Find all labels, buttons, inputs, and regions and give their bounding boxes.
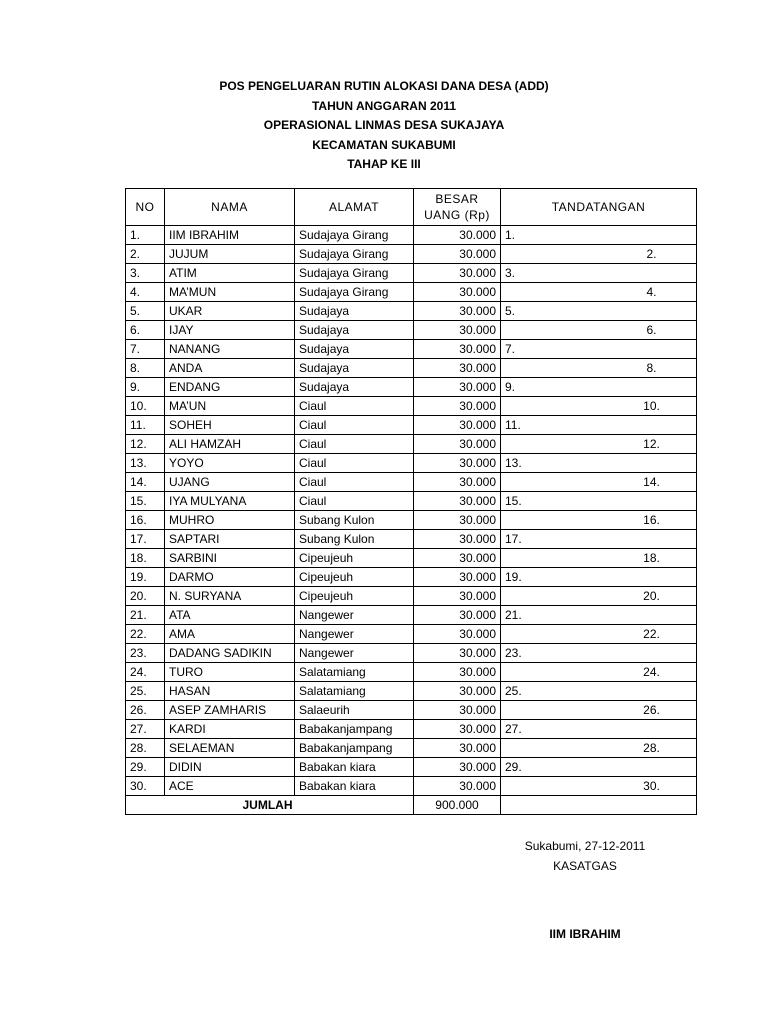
- row-no: 24.: [126, 663, 165, 682]
- header-stage: TAHAP KE III: [347, 157, 421, 171]
- document-header: [0, 77, 768, 175]
- row-nama: ATIM: [165, 264, 295, 283]
- row-besar-uang: 30.000: [414, 264, 501, 283]
- row-besar-uang: 30.000: [414, 758, 501, 777]
- row-nama: YOYO: [165, 454, 295, 473]
- row-alamat: Cipeujeuh: [295, 587, 414, 606]
- row-alamat: Ciaul: [295, 416, 414, 435]
- row-alamat: Sudajaya Girang: [295, 245, 414, 264]
- row-nama: JUJUM: [165, 245, 295, 264]
- row-no: 27.: [126, 720, 165, 739]
- header-budget-year: TAHUN ANGGARAN 2011: [311, 98, 457, 113]
- row-tandatangan: 9.: [501, 378, 697, 397]
- row-no: 7.: [126, 340, 165, 359]
- row-besar-uang: 30.000: [414, 416, 501, 435]
- row-alamat: Salatamiang: [295, 682, 414, 701]
- row-no: 17.: [126, 530, 165, 549]
- row-besar-uang: 30.000: [414, 511, 501, 530]
- row-nama: NANANG: [165, 340, 295, 359]
- row-no: 13.: [126, 454, 165, 473]
- col-header-no: NO: [126, 189, 165, 226]
- row-nama: IYA MULYANA: [165, 492, 295, 511]
- header-district: KECAMATAN SUKABUMI: [312, 137, 456, 152]
- row-alamat: Sudajaya Girang: [295, 283, 414, 302]
- row-tandatangan: 19.: [501, 568, 697, 587]
- row-alamat: Sudajaya Girang: [295, 264, 414, 283]
- row-tandatangan: 20.: [501, 587, 697, 606]
- row-nama: ANDA: [165, 359, 295, 378]
- row-alamat: Babakanjampang: [295, 720, 414, 739]
- row-nama: AMA: [165, 625, 295, 644]
- row-nama: DIDIN: [165, 758, 295, 777]
- table-row: [126, 416, 697, 435]
- row-tandatangan: 8.: [501, 359, 697, 378]
- row-nama: IJAY: [165, 321, 295, 340]
- row-no: 5.: [126, 302, 165, 321]
- row-nama: MUHRO: [165, 511, 295, 530]
- row-no: 2.: [126, 245, 165, 264]
- row-no: 6.: [126, 321, 165, 340]
- row-no: 14.: [126, 473, 165, 492]
- table-row: [126, 340, 697, 359]
- table-row: [126, 302, 697, 321]
- total-value: 900.000: [414, 796, 501, 815]
- row-tandatangan: 12.: [501, 435, 697, 454]
- row-alamat: Babakanjampang: [295, 739, 414, 758]
- row-besar-uang: 30.000: [414, 777, 501, 796]
- table-row: [126, 568, 697, 587]
- row-nama: ASEP ZAMHARIS: [165, 701, 295, 720]
- row-alamat: Salaeurih: [295, 701, 414, 720]
- row-besar-uang: 30.000: [414, 701, 501, 720]
- row-alamat: Sudajaya Girang: [295, 226, 414, 245]
- row-tandatangan: 23.: [501, 644, 697, 663]
- row-besar-uang: 30.000: [414, 606, 501, 625]
- row-besar-uang: 30.000: [414, 530, 501, 549]
- total-label: JUMLAH: [126, 796, 414, 815]
- row-besar-uang: 30.000: [414, 682, 501, 701]
- table-row: [126, 359, 697, 378]
- row-besar-uang: 30.000: [414, 321, 501, 340]
- signature-role: KASATGAS: [553, 859, 617, 873]
- row-nama: DARMO: [165, 568, 295, 587]
- row-nama: TURO: [165, 663, 295, 682]
- row-tandatangan: 29.: [501, 758, 697, 777]
- table-row: [126, 720, 697, 739]
- table-row: [126, 606, 697, 625]
- row-alamat: Babakan kiara: [295, 777, 414, 796]
- row-alamat: Ciaul: [295, 454, 414, 473]
- row-no: 9.: [126, 378, 165, 397]
- row-no: 28.: [126, 739, 165, 758]
- total-row: [126, 796, 697, 815]
- row-besar-uang: 30.000: [414, 473, 501, 492]
- row-no: 30.: [126, 777, 165, 796]
- row-alamat: Cipeujeuh: [295, 568, 414, 587]
- row-besar-uang: 30.000: [414, 340, 501, 359]
- col-header-besar-line1: BESAR: [435, 192, 479, 206]
- row-nama: SELAEMAN: [165, 739, 295, 758]
- col-header-besar-line2: UANG (Rp): [424, 208, 490, 222]
- row-tandatangan: 21.: [501, 606, 697, 625]
- col-header-tandatangan: TANDATANGAN: [501, 189, 697, 226]
- row-besar-uang: 30.000: [414, 663, 501, 682]
- row-tandatangan: 7.: [501, 340, 697, 359]
- row-tandatangan: 24.: [501, 663, 697, 682]
- table-row: [126, 587, 697, 606]
- row-no: 19.: [126, 568, 165, 587]
- col-header-besar-uang: [414, 189, 501, 226]
- signature-place-date: Sukabumi, 27-12-2011: [524, 839, 646, 853]
- table-row: [126, 245, 697, 264]
- row-alamat: Subang Kulon: [295, 530, 414, 549]
- table-row: [126, 625, 697, 644]
- table-row: [126, 264, 697, 283]
- row-tandatangan: 30.: [501, 777, 697, 796]
- row-alamat: Cipeujeuh: [295, 549, 414, 568]
- row-alamat: Sudajaya: [295, 378, 414, 397]
- row-nama: HASAN: [165, 682, 295, 701]
- row-no: 10.: [126, 397, 165, 416]
- row-nama: ENDANG: [165, 378, 295, 397]
- row-no: 1.: [126, 226, 165, 245]
- row-nama: ATA: [165, 606, 295, 625]
- row-tandatangan: 4.: [501, 283, 697, 302]
- header-title: POS PENGELUARAN RUTIN ALOKASI DANA DESA (ADD): [219, 79, 549, 93]
- row-alamat: Nangewer: [295, 625, 414, 644]
- table-row: [126, 321, 697, 340]
- row-tandatangan: 18.: [501, 549, 697, 568]
- row-alamat: Sudajaya: [295, 321, 414, 340]
- table-row: [126, 226, 697, 245]
- table-row: [126, 549, 697, 568]
- col-header-alamat: ALAMAT: [295, 189, 414, 226]
- row-nama: UJANG: [165, 473, 295, 492]
- row-besar-uang: 30.000: [414, 492, 501, 511]
- row-tandatangan: 16.: [501, 511, 697, 530]
- row-no: 4.: [126, 283, 165, 302]
- header-operation: OPERASIONAL LINMAS DESA SUKAJAYA: [263, 118, 505, 132]
- row-tandatangan: 3.: [501, 264, 697, 283]
- row-tandatangan: 28.: [501, 739, 697, 758]
- row-nama: KARDI: [165, 720, 295, 739]
- table-row: [126, 283, 697, 302]
- row-nama: SAPTARI: [165, 530, 295, 549]
- row-besar-uang: 30.000: [414, 454, 501, 473]
- row-alamat: Sudajaya: [295, 359, 414, 378]
- row-tandatangan: 27.: [501, 720, 697, 739]
- row-nama: ALI HAMZAH: [165, 435, 295, 454]
- row-tandatangan: 22.: [501, 625, 697, 644]
- signature-block: [510, 836, 660, 876]
- row-nama: ACE: [165, 777, 295, 796]
- row-alamat: Nangewer: [295, 644, 414, 663]
- row-besar-uang: 30.000: [414, 283, 501, 302]
- row-tandatangan: 5.: [501, 302, 697, 321]
- table-row: [126, 435, 697, 454]
- row-no: 3.: [126, 264, 165, 283]
- row-nama: DADANG SADIKIN: [165, 644, 295, 663]
- row-besar-uang: 30.000: [414, 302, 501, 321]
- table-header-row: [126, 189, 697, 226]
- row-no: 23.: [126, 644, 165, 663]
- table-row: [126, 492, 697, 511]
- table-row: [126, 701, 697, 720]
- row-alamat: Ciaul: [295, 492, 414, 511]
- row-alamat: Subang Kulon: [295, 511, 414, 530]
- row-alamat: Ciaul: [295, 435, 414, 454]
- row-tandatangan: 25.: [501, 682, 697, 701]
- signature-name: IIM IBRAHIM: [549, 927, 621, 941]
- row-alamat: Babakan kiara: [295, 758, 414, 777]
- total-signature-cell: [501, 796, 697, 815]
- row-alamat: Ciaul: [295, 473, 414, 492]
- col-header-nama: NAMA: [165, 189, 295, 226]
- row-no: 22.: [126, 625, 165, 644]
- row-tandatangan: 2.: [501, 245, 697, 264]
- row-alamat: Nangewer: [295, 606, 414, 625]
- row-no: 18.: [126, 549, 165, 568]
- table-row: [126, 397, 697, 416]
- row-tandatangan: 13.: [501, 454, 697, 473]
- table-row: [126, 663, 697, 682]
- row-no: 11.: [126, 416, 165, 435]
- table-row: [126, 644, 697, 663]
- row-no: 8.: [126, 359, 165, 378]
- row-no: 25.: [126, 682, 165, 701]
- table-row: [126, 473, 697, 492]
- row-nama: MA’UN: [165, 397, 295, 416]
- row-tandatangan: 15.: [501, 492, 697, 511]
- row-besar-uang: 30.000: [414, 397, 501, 416]
- row-besar-uang: 30.000: [414, 435, 501, 454]
- table-row: [126, 511, 697, 530]
- row-besar-uang: 30.000: [414, 568, 501, 587]
- row-no: 12.: [126, 435, 165, 454]
- table-row: [126, 378, 697, 397]
- table-row: [126, 739, 697, 758]
- row-alamat: Ciaul: [295, 397, 414, 416]
- row-alamat: Salatamiang: [295, 663, 414, 682]
- row-no: 29.: [126, 758, 165, 777]
- row-besar-uang: 30.000: [414, 587, 501, 606]
- table-row: [126, 454, 697, 473]
- row-besar-uang: 30.000: [414, 549, 501, 568]
- payment-table: [125, 188, 697, 815]
- row-tandatangan: 26.: [501, 701, 697, 720]
- row-tandatangan: 17.: [501, 530, 697, 549]
- row-besar-uang: 30.000: [414, 739, 501, 758]
- row-no: 16.: [126, 511, 165, 530]
- row-tandatangan: 14.: [501, 473, 697, 492]
- row-tandatangan: 6.: [501, 321, 697, 340]
- table-row: [126, 530, 697, 549]
- table-row: [126, 682, 697, 701]
- row-besar-uang: 30.000: [414, 245, 501, 264]
- row-no: 20.: [126, 587, 165, 606]
- row-besar-uang: 30.000: [414, 644, 501, 663]
- table-row: [126, 777, 697, 796]
- row-besar-uang: 30.000: [414, 359, 501, 378]
- row-nama: N. SURYANA: [165, 587, 295, 606]
- row-besar-uang: 30.000: [414, 625, 501, 644]
- row-nama: UKAR: [165, 302, 295, 321]
- row-no: 26.: [126, 701, 165, 720]
- row-tandatangan: 1.: [501, 226, 697, 245]
- row-alamat: Sudajaya: [295, 302, 414, 321]
- row-besar-uang: 30.000: [414, 720, 501, 739]
- row-no: 15.: [126, 492, 165, 511]
- table-row: [126, 758, 697, 777]
- row-nama: MA’MUN: [165, 283, 295, 302]
- row-besar-uang: 30.000: [414, 226, 501, 245]
- row-tandatangan: 10.: [501, 397, 697, 416]
- row-tandatangan: 11.: [501, 416, 697, 435]
- row-alamat: Sudajaya: [295, 340, 414, 359]
- row-nama: SOHEH: [165, 416, 295, 435]
- row-nama: IIM IBRAHIM: [165, 226, 295, 245]
- row-besar-uang: 30.000: [414, 378, 501, 397]
- row-no: 21.: [126, 606, 165, 625]
- row-nama: SARBINI: [165, 549, 295, 568]
